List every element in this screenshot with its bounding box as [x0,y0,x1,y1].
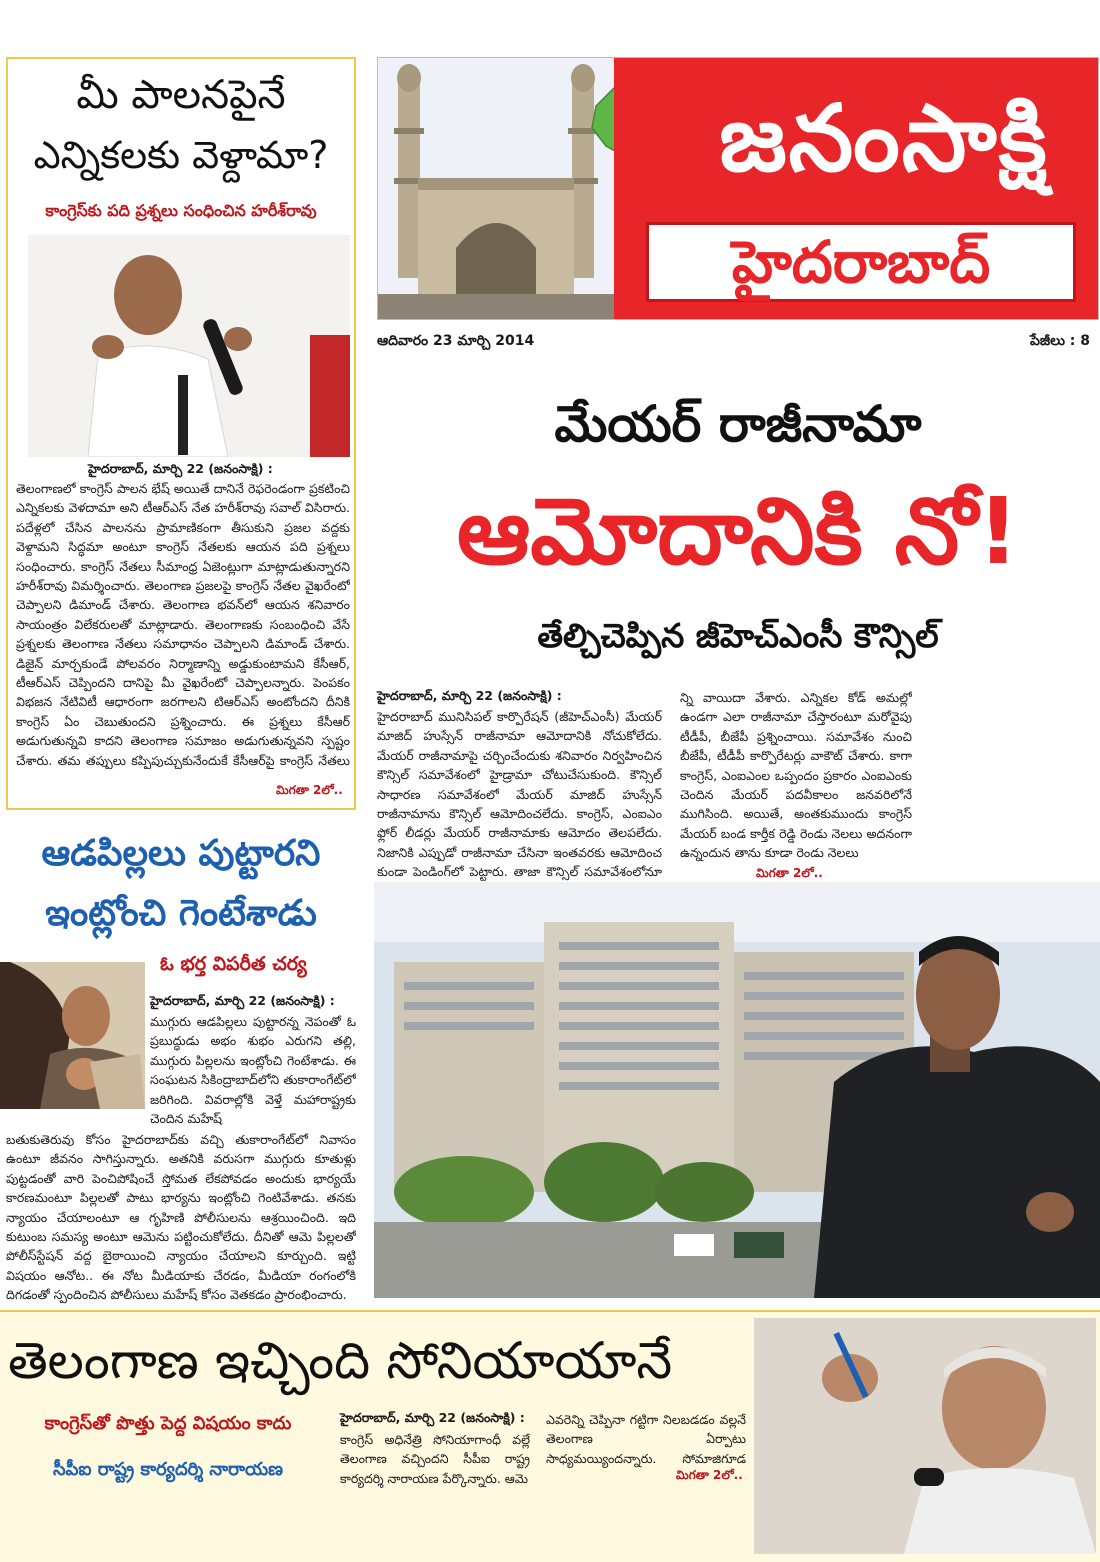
masthead-name: జనంసాక్షి [719,85,1049,192]
left-story-box [6,57,356,810]
girls-story-body-wrap: ముగ్గురు ఆడపిల్లలు పుట్టారన్న నెపంతో ఓ ప్రబుద్ధుడు అభం శుభం ఎరుగని తల్లి, ముగ్గురు పిల్లలను ఇంట్లోంచి గెంటేశాడు. ఈ సంఘటన సికింద్రాబాద్‌లోని తుకారాంగేట్‌లో జరిగింది. వివరాల్లోకి వెళ్తే మహారాష్ట్రకు చెందిన మహేష్‌ [150,1014,356,1127]
left-story-dateline: హైదరాబాద్‌, మార్చి 22 (జనంసాక్షి) : [88,461,273,476]
charminar-image [378,58,614,320]
girls-story-headline-1: ఆడపిల్లలు పుట్టారని [41,833,321,874]
main-story-continued: మిగతా 2లో.. [756,866,823,880]
main-story-dateline: హైదరాబాద్‌, మార్చి 22 (జనంసాక్షి) : [377,688,562,703]
bottom-story-sub1: కాంగ్రెస్‌తో పొత్తు పెద్ద విషయం కాదు [44,1413,292,1434]
girls-story-headline-2: ఇంట్లోంచి గెంటేశాడు [45,893,317,934]
left-story-continued: మిగతా 2లో.. [276,783,343,797]
narayana-photo [754,1318,1096,1554]
left-story-body: తెలంగాణలో కాంగ్రెస్‌ పాలన భేష్‌ అయితే దానినే రెఫరెండంగా ప్రకటించి ఎన్నికలకు వెళదామా అని టీఆర్‌ఎస్‌ నేత హరీశ్‌రావు సవాల్‌ విసిరారు. పదేళ్లలో చేసిన పాలనను ప్రామాణికంగా తీసుకుని ప్రజల వద్దకు వెళ్దామని సిద్ధమా అంటూ కాంగ్రెస్‌ నేతలకు ఆయన పది ప్రశ్నలు సంధించారు. కాంగ్రెస్‌ నేతలు సీమాంధ్ర ఏజెంట్లుగా మాట్లాడుతున్నారని హరీశ్‌రావు విమర్శించారు. తెలంగాణ ప్రజలపై కాంగ్రెస్‌ నేతల వైఖరేంటో చెప్పాలని డిమాండ్‌ చేశారు. తెలంగాణ భవన్‌లో ఆయన శనివారం సాయంత్రం విలేకరులతో మాట్లాడారు. తెలంగాణకు సంబంధించి వేసే ప్రశ్నలకు తెలంగాణ నేతలు సమాధానం చెప్పాలని డిమాండ్‌ చేశారు. డిజైన్‌ మార్చకుండే పోలవరం నిర్మాణాన్ని అడ్డుకుంటామని కేసీఆర్‌, టీఆర్‌ఎస్‌ చెప్పిందని దానిపై మీ వైఖరేంటో చెప్పాలన్నారు. పెంపకం విభజన నేటివిటీ ఆధారంగా జరగాలని టిఆర్‌ఎస్‌ అంటోందని దీనికి కాంగ్రెస్‌ ఏం చెబుతుందని ప్రశ్నించారు. ఈ ప్రశ్నలు కేసీఆర్‌ అడుగుతున్నవి కాదని తెలంగాణ సమాజం అడుగుతున్నవని స్పష్టం చేశారు. తమ తప్పులు కప్పిపుచ్చుకునేందుకే కేసీఆర్‌పై కాంగ్రెస్‌ నేతలు [16,481,350,768]
left-story-headline-1: మీ పాలనపైనే [76,72,286,118]
masthead-title-block [614,58,1099,320]
masthead-edition-frame [646,222,1076,302]
main-story-col1: హైదరాబాద్‌ మునిసిపల్‌ కార్పొరేషన్‌ (జీహెచ్‌ఎంసీ) మేయర్‌ మాజిద్‌ హుస్సేన్‌ రాజీనామా ఆమోదానికి నోచుకోలేదు. మేయర్‌ రాజీనామాపై చర్చించేందుకు శనివారం నిర్వహించిన కౌన్సిల్‌ సమావేశంలో హైడ్రామా చోటుచేసుకుంది. కౌన్సిల్‌ సాధారణ సమావేశంలో మేయర్‌ మాజిద్‌ హుస్సేన్‌ రాజీనామాను కౌన్సిల్‌ ఆమోదించలేదు. కాంగ్రెస్‌, ఎంఐఎం ఫ్లోర్‌ లీడర్లు మేయర్‌ రాజీనామాకు ఆమోదం తెలపలేదు. నిజానికి ఎప్పుడో రాజీనామా చేసినా ఇంతవరకు ఆమోదించ కుండా పెండింగ్‌లో పెట్టారు. తాజా కౌన్సిల్‌ సమావేశంలోనూ [377,709,662,880]
girls-story-body: బతుకుతెరువు కోసం హైదరాబాద్‌కు వచ్చి తుకారాంగేట్‌లో నివాసం ఉంటూ జీవనం సాగిస్తున్నారు. అతనికి వరుసగా ముగ్గురు కూతుళ్లు పుట్టడంతో వారి పెంచిపోషించే స్తోమత లేకపోవడం అందుకు భార్యయే కారణమంటూ పిల్లలతో పాటు భార్యను ఇంట్లోంచి గెంటివేశాడు. తనకు న్యాయం చేయాలంటూ ఆ గృహిణి పోలీసులను ఆశ్రయించింది. ఇది కుటుంబ సమస్య అంటూ ఆమెను పట్టించుకోలేదు. దీనితో ఆమె పిల్లలతో పోలీస్‌స్టేషన్‌ వద్ద బైఠాయించి న్యాయం చేయాలని కూర్చుంది. ఇట్టి విషయం ఆనోట.. ఈ నోట మీడియాకు చేరడం, మీడియా రంగంలోకి దిగడంతో స్పందించిన పోలీసులు మహేష్‌ కోసం వెతకడం ప్రారంభించారు. [6,1132,356,1303]
bottom-story-col1: కాంగ్రెస్‌ అధినేత్రి సోనియాగాంధీ వల్లే తెలంగాణ వచ్చిందని సీపీఐ రాష్ట్ర కార్యదర్శి నారాయణ పేర్కొన్నారు. ఆమె [340,1432,530,1486]
main-story-subhead: తేల్చిచెప్పిన జీహెచ్‌ఎంసీ కౌన్సిల్‌ [537,616,939,655]
left-story-headline-2: ఎన్నికలకు వెళ్దామా? [33,133,329,177]
girls-story-subhead: ఓ భర్త విపరీత చర్య [160,953,307,975]
bottom-story-sub2: సీపీఐ రాష్ట్ర కార్యదర్శి నారాయణ [52,1459,284,1480]
issue-date: ఆదివారం 23 మార్చి 2014 [377,333,535,349]
bottom-story-col2: ఎవరెన్ని చెప్పినా గట్టిగా నిలబడడం వల్లనే తెలంగాణ ఏర్పాటు సాధ్యమయ్యిందన్నారు. సోమాజిగూడ [546,1412,746,1466]
masthead-edition: హైదరాబాద్ [731,228,991,296]
mother-child-photo [0,962,145,1109]
bottom-story-continued: మిగతా 2లో.. [676,1468,743,1482]
ghmc-building-photo [374,882,1100,1298]
main-story-col2: న్ని వాయిదా వేశారు. ఎన్నికల కోడ్‌ అమల్లో ఉండగా ఎలా రాజీనామా చేస్తారంటూ మరోవైపు టీడీపీ, బీజేపీ ప్రశ్నించాయి. సమావేశం నుంచి బీజేపీ, టీడీపీ కార్పొరేటర్లు వాకౌట్‌ చేశారు. కాగా కాంగ్రెస్‌, ఎంఐఎంల ఒప్పందం ప్రకారం ఎంఐఎంకు చెందిన మేయర్‌ పదవీకాలం జనవరిలోనే ముగిసింది. అయితే, అంతకుముందు కాంగ్రెస్‌ మేయర్‌ బండ కార్తీక రెడ్డి రెండు నెలలు అదనంగా ఉన్నందున తాను కూడా రెండు నెలలు [680,690,912,861]
left-story-subhead: కాంగ్రెస్‌కు పది ప్రశ్నలు సంధించిన హరీశ్‌రావు [45,201,317,220]
harish-rao-photo [28,235,350,457]
girls-story-dateline: హైదరాబాద్‌, మార్చి 22 (జనంసాక్షి) : [150,993,335,1008]
main-story-headline: ఆమోదానికి నో! [456,478,1020,585]
main-story-kicker: మేయర్‌ రాజీనామా [554,395,922,453]
masthead [377,57,1099,320]
bottom-story-dateline: హైదరాబాద్‌, మార్చి 22 (జనంసాక్షి) : [340,1410,525,1425]
page-count: పేజీలు : 8 [1029,333,1090,349]
bottom-story-headline: తెలంగాణ ఇచ్చింది సోనియాయానే [8,1332,673,1391]
